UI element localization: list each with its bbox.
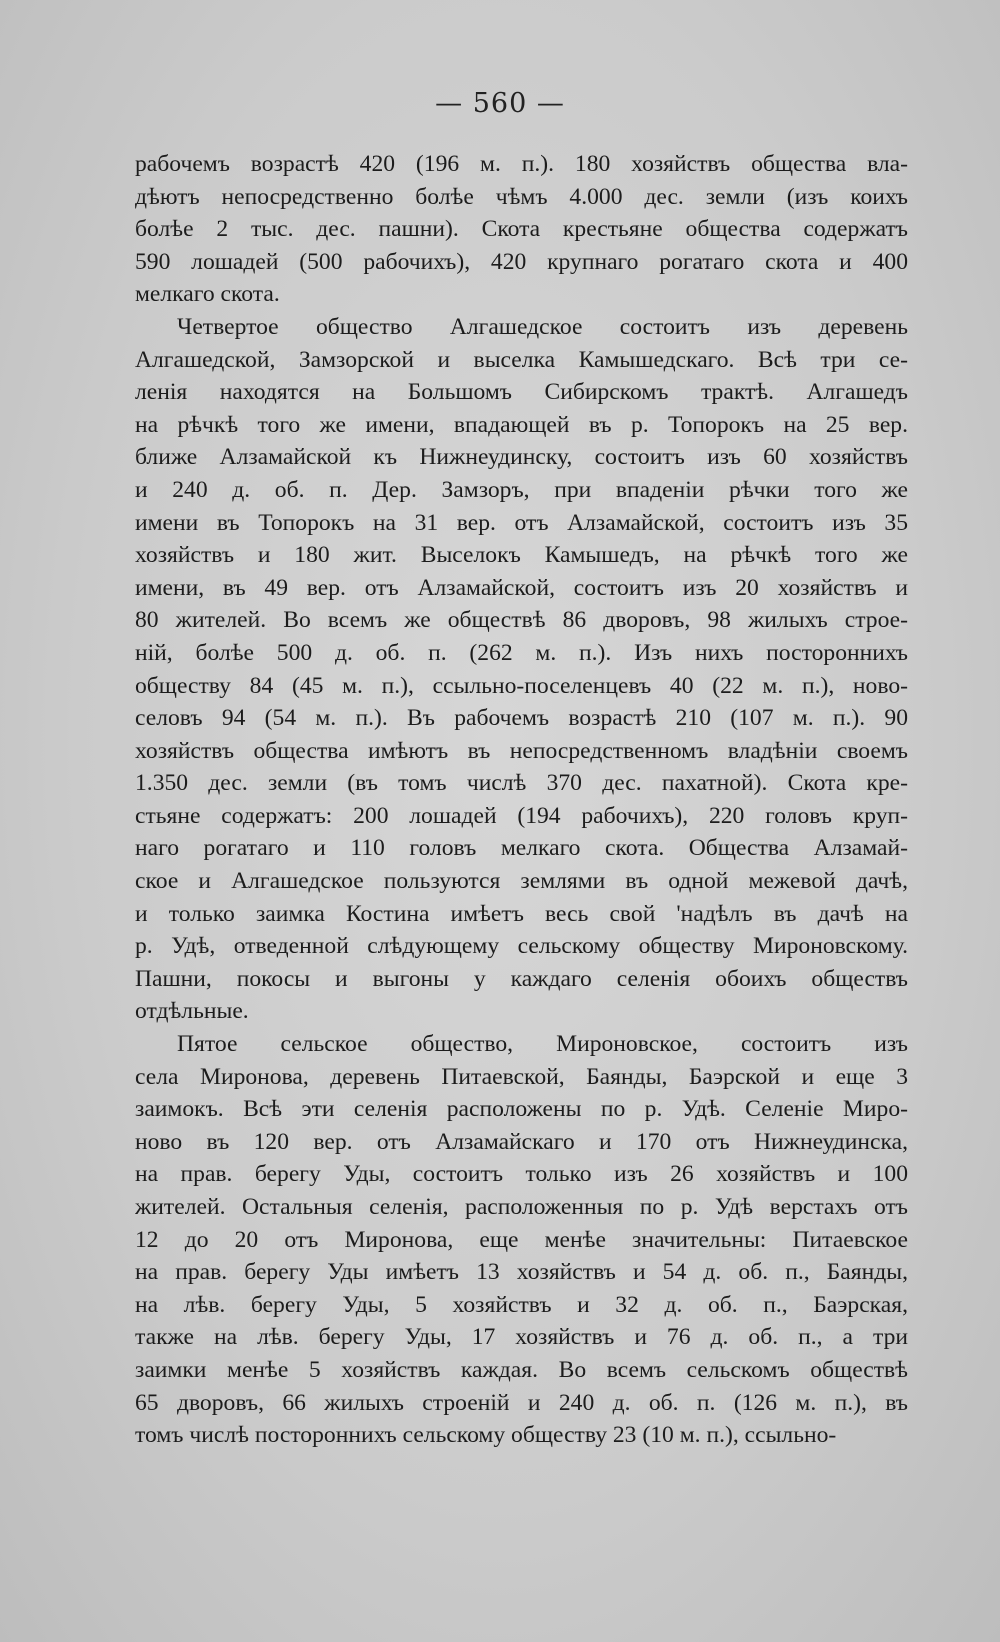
text-line: имени, въ 49 вер. отъ Алзамайской, состоитъ изъ 20 хозяйствъ и — [135, 574, 908, 601]
page-number: — 560 — — [435, 88, 565, 119]
text-line: р. Удѣ, отведенной слѣдующему сельскому обществу Мироновскому. — [135, 933, 908, 960]
text-line: отдѣльные. — [135, 998, 249, 1025]
text-line: селовъ 94 (54 м. п.). Въ рабочемъ возрастѣ 210 (107 м. п.). 90 — [135, 705, 908, 732]
text-line: хозяйствъ и 180 жит. Выселокъ Камышедъ, на рѣчкѣ того же — [135, 542, 908, 569]
text-line: ново въ 120 вер. отъ Алзамайскаго и 170 отъ Нижнеудинска, — [135, 1128, 908, 1155]
text-line: томъ числѣ постороннихъ сельскому обществу 23 (10 м. п.), ссыльно- — [135, 1422, 837, 1449]
text-line: ское и Алгашедское пользуются землями въ одной межевой дачѣ, — [135, 868, 908, 895]
text-line: 590 лошадей (500 рабочихъ), 420 крупнаго рогатаго скота и 400 — [135, 248, 908, 275]
text-line: наго рогатаго и 110 головъ мелкаго скота. Общества Алзамай- — [135, 835, 908, 862]
text-line: 80 жителей. Во всемъ же обществѣ 86 дворовъ, 98 жилыхъ строе- — [135, 607, 908, 634]
text-line: заимки менѣе 5 хозяйствъ каждая. Во всемъ сельскомъ обществѣ — [135, 1356, 908, 1383]
text-line: на лѣв. берегу Уды, 5 хозяйствъ и 32 д. об. п., Баэрская, — [135, 1291, 908, 1318]
text-line: ленія находятся на Большомъ Сибирскомъ трактѣ. Алгашедъ — [135, 379, 908, 406]
text-line: рабочемъ возрастѣ 420 (196 м. п.). 180 хозяйствъ общества вла- — [135, 151, 908, 177]
text-line: стьяне содержатъ: 200 лошадей (194 рабочихъ), 220 головъ круп- — [135, 802, 908, 829]
text-line: и 240 д. об. п. Дер. Замзоръ, при впаденіи рѣчки того же — [135, 476, 908, 503]
text-line: ближе Алзамайской къ Нижнеудинску, состоитъ изъ 60 хозяйствъ — [135, 444, 908, 471]
text-line: Четвертое общество Алгашедское состоитъ изъ деревень — [177, 313, 908, 340]
text-line: болѣе 2 тыс. дес. пашни). Скота крестьяне общества содержатъ — [135, 216, 908, 243]
text-line: на рѣчкѣ того же имени, впадающей въ р. Топорокъ на 25 вер. — [135, 411, 908, 438]
text-line: 1.350 дес. земли (въ томъ числѣ 370 дес. пахатной). Скота кре- — [135, 770, 908, 797]
paragraph — [135, 148, 908, 311]
text-line: Алгашедской, Замзорской и выселка Камышедскаго. Всѣ три се- — [135, 346, 908, 373]
text-line: Пашни, покосы и выгоны у каждаго селенія обоихъ обществъ — [135, 965, 908, 992]
text-line: на прав. берегу Уды имѣетъ 13 хозяйствъ и 54 д. об. п., Баянды, — [135, 1259, 908, 1286]
text-line: 65 дворовъ, 66 жилыхъ строеній и 240 д. об. п. (126 м. п.), въ — [135, 1389, 908, 1416]
text-line: обществу 84 (45 м. п.), ссыльно-поселенцевъ 40 (22 м. п.), ново- — [135, 672, 908, 699]
text-line: Пятое сельское общество, Мироновское, состоитъ изъ — [177, 1031, 908, 1058]
text-line: и только заимка Костина имѣетъ весь свой 'надѣлъ въ дачѣ на — [135, 900, 908, 927]
text-line: мелкаго скота. — [135, 281, 280, 308]
text-line: хозяйствъ общества имѣютъ въ непосредственномъ владѣніи своемъ — [135, 737, 908, 764]
text-line: ній, болѣе 500 д. об. п. (262 м. п.). Изъ нихъ постороннихъ — [135, 639, 908, 666]
text-line: дѣютъ непосредственно болѣе чѣмъ 4.000 дес. земли (изъ коихъ — [135, 183, 908, 210]
text-line: села Миронова, деревень Питаевской, Баянды, Баэрской и еще 3 — [135, 1063, 908, 1090]
paragraph — [135, 311, 908, 1028]
paragraph — [135, 1028, 908, 1452]
text-line: жителей. Остальныя селенія, расположенныя по р. Удѣ верстахъ отъ — [135, 1194, 908, 1220]
text-line: на прав. берегу Уды, состоитъ только изъ 26 хозяйствъ и 100 — [135, 1161, 908, 1188]
text-line: заимокъ. Всѣ эти селенія расположены по р. Удѣ. Селеніе Миро- — [135, 1096, 908, 1123]
text-line: 12 до 20 отъ Миронова, еще менѣе значительны: Питаевское — [135, 1226, 908, 1253]
text-line: имени въ Топорокъ на 31 вер. отъ Алзамайской, состоитъ изъ 35 — [135, 509, 908, 536]
text-line: также на лѣв. берегу Уды, 17 хозяйствъ и 76 д. об. п., а три — [135, 1324, 908, 1351]
body-text — [135, 148, 908, 1452]
